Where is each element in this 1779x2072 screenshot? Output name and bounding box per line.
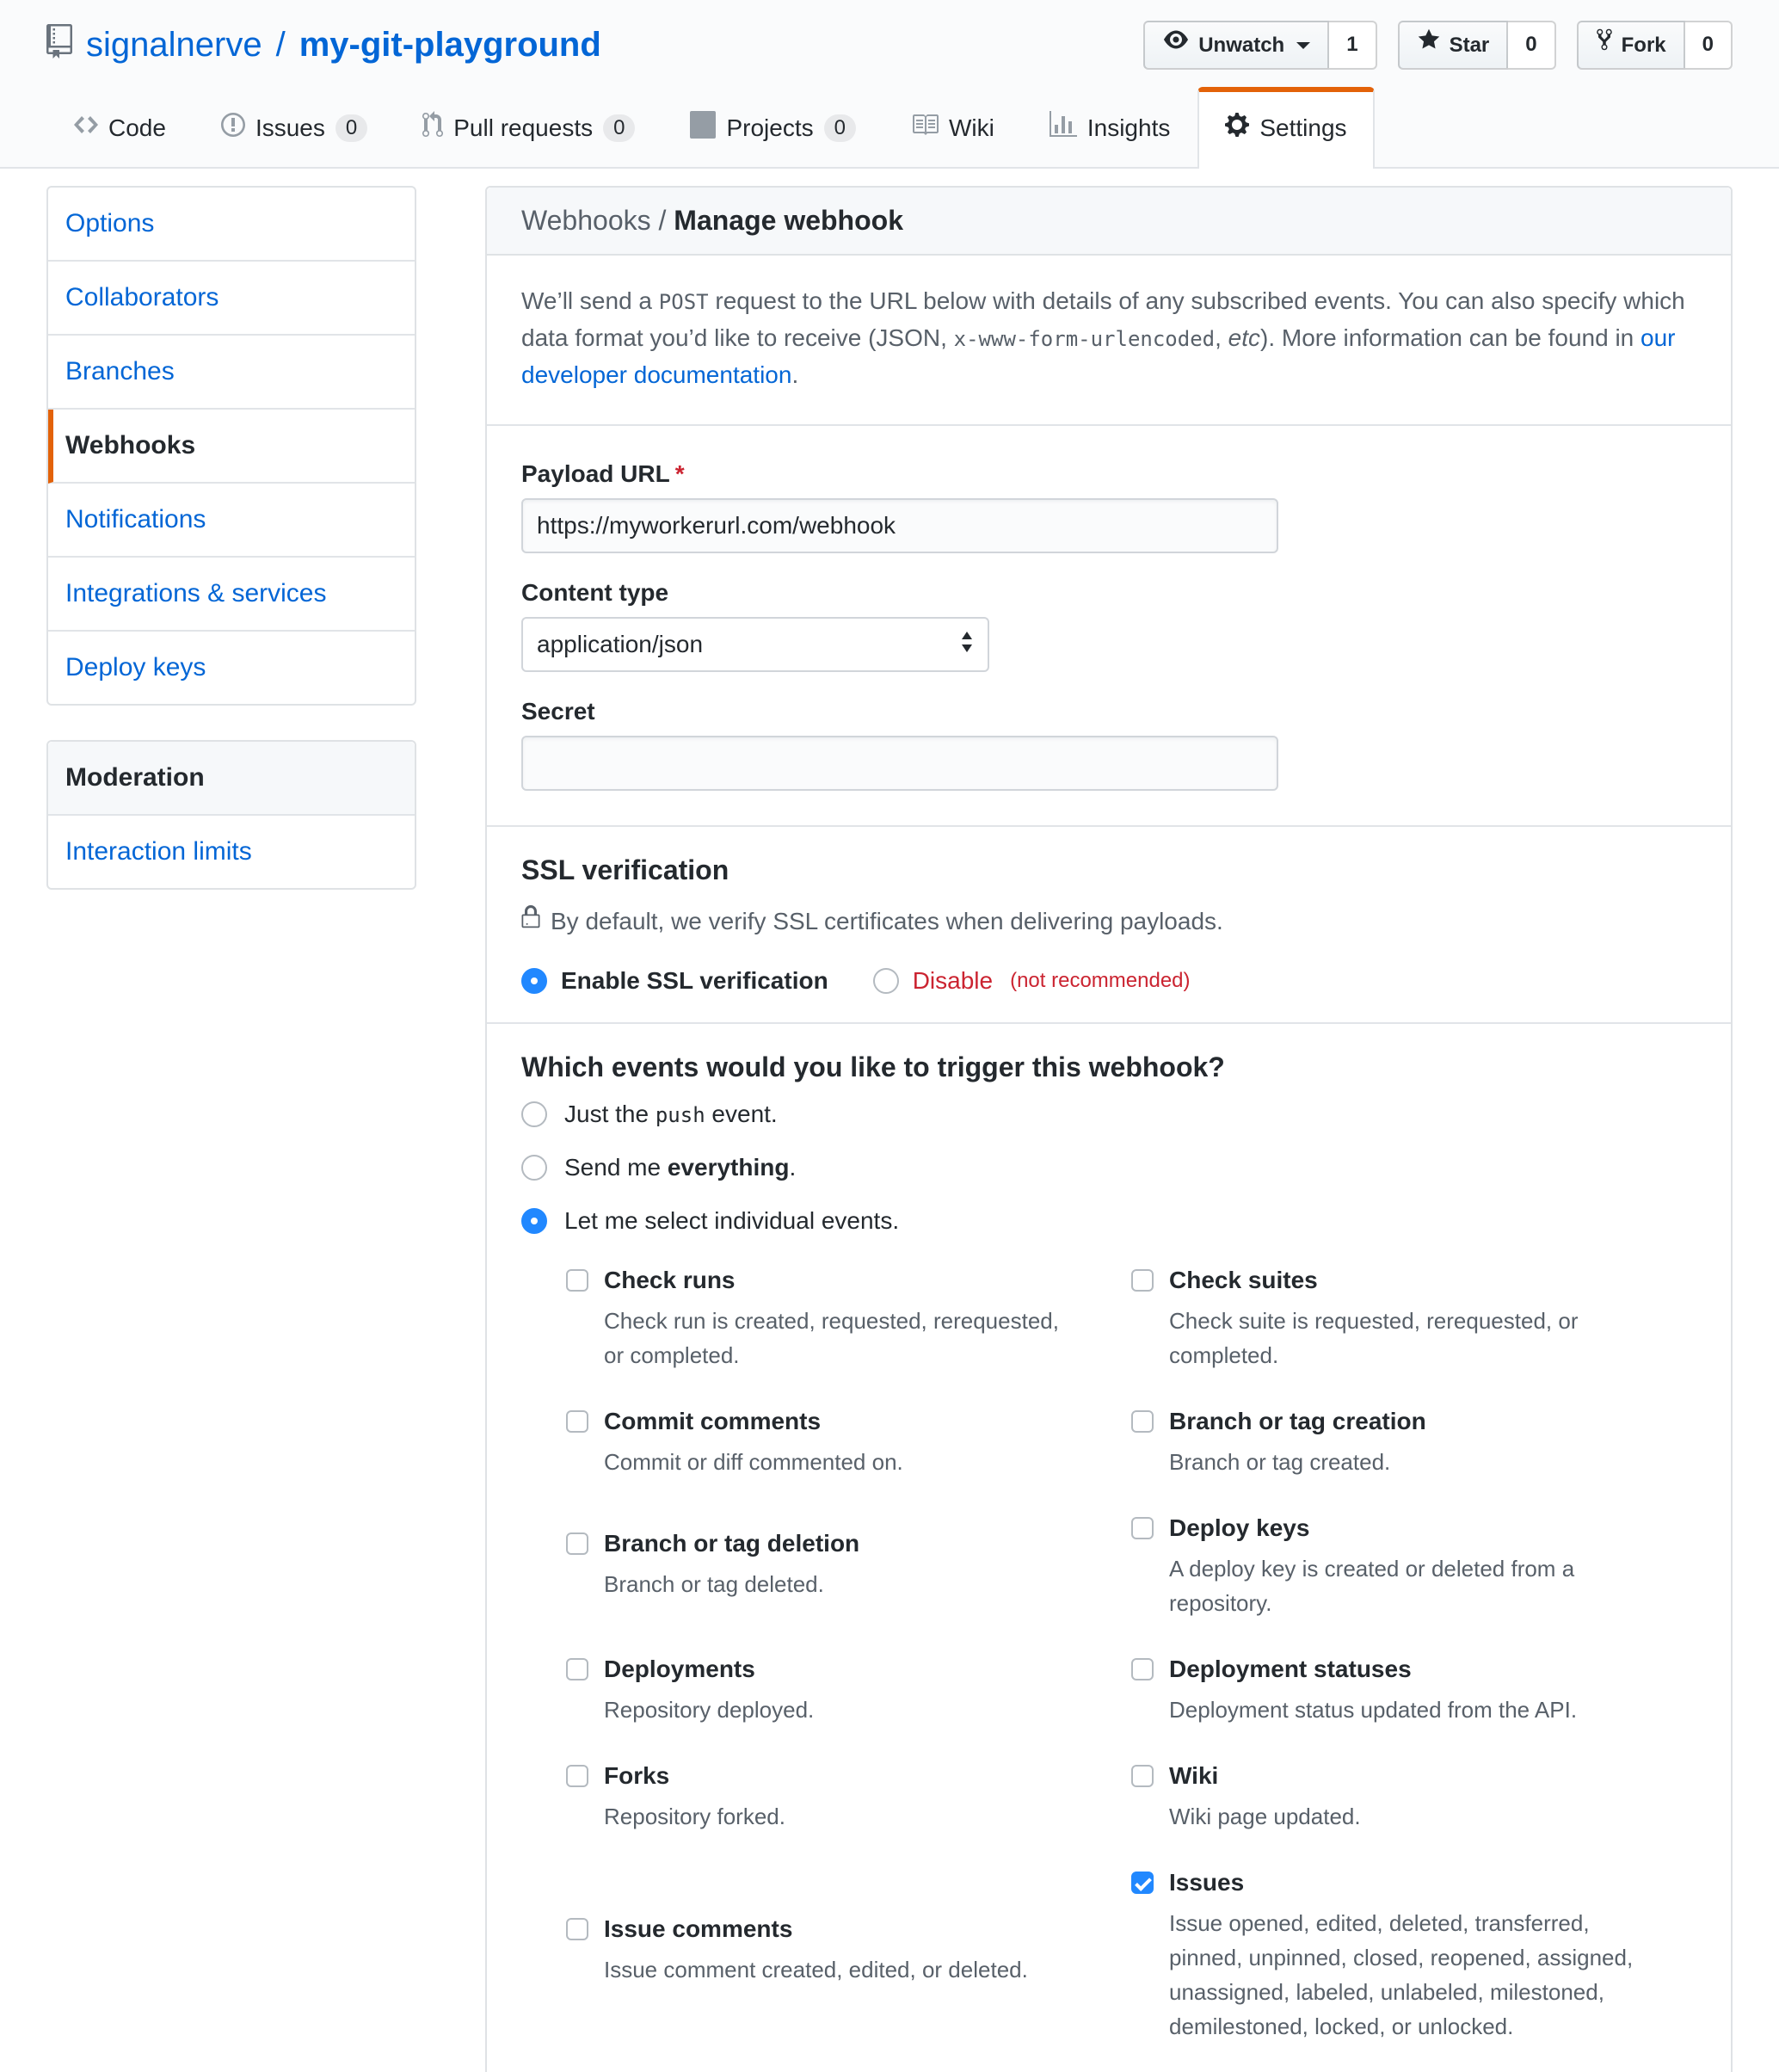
intro-part3: , xyxy=(1215,324,1228,351)
tab-wiki-label: Wiki xyxy=(948,114,994,141)
deploy-keys-title: Deploy keys xyxy=(1169,1514,1310,1541)
commit-comments-checkbox[interactable] xyxy=(566,1410,588,1433)
ssl-heading: SSL verification xyxy=(521,854,729,885)
check-suites-desc: Check suite is requested, rerequested, or completed. xyxy=(1169,1308,1579,1368)
event-check-runs[interactable] xyxy=(566,1266,1131,1372)
select-arrows-icon xyxy=(960,631,974,658)
events-section xyxy=(487,1024,1731,2072)
settings-sidebar xyxy=(46,186,416,924)
fork-button-group xyxy=(1577,21,1733,70)
content-type-select[interactable] xyxy=(521,617,989,672)
forks-desc: Repository forked. xyxy=(604,1804,785,1829)
projects-counter: 0 xyxy=(824,114,856,142)
repo-title xyxy=(46,24,601,67)
repo-nav xyxy=(46,87,1733,167)
payload-url-label-text: Payload URL xyxy=(521,460,670,487)
tab-code[interactable] xyxy=(46,87,194,167)
tab-issues-label: Issues xyxy=(255,114,325,141)
deployment-statuses-title: Deployment statuses xyxy=(1169,1656,1412,1682)
secret-input[interactable] xyxy=(521,736,1278,791)
watchers-count[interactable]: 1 xyxy=(1329,21,1376,70)
event-choice-individual[interactable] xyxy=(521,1207,1696,1235)
issue-comments-desc: Issue comment created, edited, or deleted. xyxy=(604,1957,1028,1983)
event-choice-everything[interactable] xyxy=(521,1154,1696,1181)
ssl-note xyxy=(521,903,1696,940)
fork-icon xyxy=(1596,28,1613,63)
forks-checkbox[interactable] xyxy=(566,1765,588,1787)
repo-name-link[interactable]: my-git-playground xyxy=(299,26,601,64)
deployments-desc: Repository deployed. xyxy=(604,1697,815,1723)
event-forks[interactable] xyxy=(566,1761,1131,1834)
tab-settings-label: Settings xyxy=(1259,114,1347,141)
stars-count[interactable]: 0 xyxy=(1508,21,1555,70)
tab-projects[interactable] xyxy=(662,87,883,167)
sidebar-item-interaction-limits[interactable]: Interaction limits xyxy=(65,837,252,866)
check-suites-checkbox[interactable] xyxy=(1131,1269,1154,1292)
intro-etc: etc xyxy=(1228,324,1261,351)
event-choice-push[interactable] xyxy=(521,1101,1696,1128)
webhook-intro xyxy=(487,256,1731,426)
watch-button-group xyxy=(1143,21,1376,70)
tab-pull-requests[interactable] xyxy=(395,87,662,167)
intro-text xyxy=(521,283,1696,393)
breadcrumb xyxy=(487,188,1731,256)
individual-events-label: Let me select individual events. xyxy=(564,1207,900,1234)
check-runs-title: Check runs xyxy=(604,1267,736,1293)
ssl-verification-section xyxy=(487,827,1731,1024)
tab-wiki[interactable] xyxy=(883,87,1022,167)
issues-counter: 0 xyxy=(335,114,367,142)
sidebar-item-options[interactable]: Options xyxy=(48,188,415,262)
commit-comments-title: Commit comments xyxy=(604,1408,822,1434)
lock-icon xyxy=(521,903,540,940)
wiki-desc: Wiki page updated. xyxy=(1169,1804,1361,1829)
issue-comments-title: Issue comments xyxy=(604,1915,793,1942)
check-runs-desc: Check run is created, requested, rerequested, or completed. xyxy=(604,1308,1059,1368)
push-event-radio[interactable] xyxy=(521,1101,547,1127)
event-deployments[interactable] xyxy=(566,1655,1131,1727)
wiki-checkbox[interactable] xyxy=(1131,1765,1154,1787)
fork-button[interactable] xyxy=(1577,21,1685,70)
event-checkbox-grid xyxy=(521,1266,1696,2072)
issue-icon xyxy=(221,111,245,145)
sidebar-item-integrations-services[interactable]: Integrations & services xyxy=(48,558,415,632)
page-head xyxy=(0,0,1779,169)
unwatch-button[interactable] xyxy=(1143,21,1329,70)
required-asterisk: * xyxy=(674,460,685,487)
projects-icon xyxy=(690,111,716,145)
fork-label: Fork xyxy=(1621,33,1666,57)
disable-ssl-note: (not recommended) xyxy=(1010,969,1191,992)
sidebar-item-collaborators[interactable]: Collaborators xyxy=(48,262,415,336)
check-suites-title: Check suites xyxy=(1169,1267,1318,1293)
forks-title: Forks xyxy=(604,1762,670,1789)
content-type-group xyxy=(521,579,1696,672)
wiki-icon xyxy=(911,111,939,145)
deploy-keys-desc: A deploy key is created or deleted from a repository. xyxy=(1169,1556,1575,1616)
sidebar-item-notifications[interactable]: Notifications xyxy=(48,484,415,558)
content-type-value: application/json xyxy=(537,631,704,657)
event-branch-tag-deletion[interactable] xyxy=(566,1529,1131,1620)
branch-tag-creation-checkbox[interactable] xyxy=(1131,1410,1154,1433)
issues-desc: Issue opened, edited, deleted, transferred, pinned, unpinned, closed, reopened, assigned, unassigned, labeled, unlabeled, milestoned, demilestoned, locked, or unlocked. xyxy=(1169,1910,1634,2039)
tab-insights[interactable] xyxy=(1022,87,1198,167)
issue-comments-checkbox[interactable] xyxy=(566,1918,588,1940)
enable-ssl-radio[interactable] xyxy=(521,968,547,994)
payload-url-label xyxy=(521,460,1696,488)
everything-label: Send me everything. xyxy=(564,1154,797,1181)
event-commit-comments[interactable] xyxy=(566,1407,1131,1479)
branch-tag-creation-title: Branch or tag creation xyxy=(1169,1408,1426,1434)
intro-code-urlencoded: x-www-form-urlencoded xyxy=(953,327,1216,351)
page-title: Manage webhook xyxy=(674,205,903,236)
individual-events-radio[interactable] xyxy=(521,1208,547,1234)
commit-comments-desc: Commit or diff commented on. xyxy=(604,1449,903,1475)
wiki-title: Wiki xyxy=(1169,1762,1219,1789)
pull-requests-counter: 0 xyxy=(603,114,635,142)
event-wiki[interactable] xyxy=(1131,1761,1696,1834)
event-branch-tag-creation[interactable] xyxy=(1131,1407,1696,1479)
webhook-panel xyxy=(485,186,1733,2072)
events-heading: Which events would you like to trigger this webhook? xyxy=(521,1051,1225,1082)
chevron-down-icon xyxy=(1296,42,1310,49)
intro-part1: We’ll send a xyxy=(521,287,659,314)
intro-part2: request to the URL below with details of any subscribed events. You can also specify which data format you’d like to receive (JSON, xyxy=(521,287,1685,351)
branch-tag-creation-desc: Branch or tag created. xyxy=(1169,1449,1391,1475)
disable-ssl-option[interactable] xyxy=(873,967,1191,995)
eye-icon xyxy=(1162,28,1190,63)
payload-url-input[interactable] xyxy=(521,498,1278,553)
event-deploy-keys[interactable] xyxy=(1131,1514,1696,1620)
webhook-form xyxy=(487,426,1731,827)
unwatch-label: Unwatch xyxy=(1198,33,1285,57)
tab-insights-label: Insights xyxy=(1086,114,1171,141)
forks-count[interactable]: 0 xyxy=(1685,21,1733,70)
content-type-label: Content type xyxy=(521,579,669,606)
intro-part4: ). More information can be found in xyxy=(1260,324,1641,351)
ssl-note-text: By default, we verify SSL certificates when delivering payloads. xyxy=(551,908,1223,934)
developer-documentation-link[interactable]: our developer documentation xyxy=(521,324,1676,388)
star-label: Star xyxy=(1449,33,1490,57)
star-button-group xyxy=(1398,21,1556,70)
pull-request-icon xyxy=(422,111,443,145)
deployments-checkbox[interactable] xyxy=(566,1658,588,1680)
event-issue-comments[interactable] xyxy=(566,1915,1131,2044)
event-check-suites[interactable] xyxy=(1131,1266,1696,1372)
deployment-statuses-checkbox[interactable] xyxy=(1131,1658,1154,1680)
code-icon xyxy=(74,111,98,145)
breadcrumb-webhooks-link[interactable]: Webhooks xyxy=(521,205,651,236)
repo-actions xyxy=(1143,21,1733,70)
tab-issues[interactable] xyxy=(194,87,395,167)
disable-ssl-radio[interactable] xyxy=(873,968,899,994)
tab-pull-requests-label: Pull requests xyxy=(453,114,594,141)
issues-checkbox[interactable] xyxy=(1131,1872,1154,1894)
secret-group xyxy=(521,698,1696,791)
settings-menu xyxy=(46,186,416,706)
moderation-menu xyxy=(46,740,416,890)
branch-tag-deletion-title: Branch or tag deletion xyxy=(604,1530,860,1557)
deployment-statuses-desc: Deployment status updated from the API. xyxy=(1169,1697,1578,1723)
enable-ssl-label: Enable SSL verification xyxy=(561,967,828,994)
insights-icon xyxy=(1050,111,1077,145)
repo-owner-link[interactable]: signalnerve xyxy=(86,26,262,64)
sidebar-item-deploy-keys[interactable]: Deploy keys xyxy=(65,653,206,681)
ssl-radio-group xyxy=(521,967,1696,995)
intro-code-post: POST xyxy=(658,290,709,314)
breadcrumb-separator: / xyxy=(658,205,667,236)
intro-part5: . xyxy=(791,361,799,388)
disable-ssl-label: Disable xyxy=(912,967,994,994)
event-issues[interactable] xyxy=(1131,1868,1696,2044)
sidebar-item-webhooks[interactable]: Webhooks xyxy=(48,410,415,484)
sidebar-item-branches[interactable]: Branches xyxy=(48,336,415,410)
event-deployment-statuses[interactable] xyxy=(1131,1655,1696,1727)
secret-label: Secret xyxy=(521,698,595,725)
push-event-label: Just the push event. xyxy=(564,1101,778,1127)
star-button[interactable] xyxy=(1398,21,1509,70)
deploy-keys-checkbox[interactable] xyxy=(1131,1517,1154,1539)
star-icon xyxy=(1417,28,1441,63)
deployments-title: Deployments xyxy=(604,1656,755,1682)
gear-icon xyxy=(1225,111,1249,145)
branch-tag-deletion-desc: Branch or tag deleted. xyxy=(604,1571,824,1597)
check-runs-checkbox[interactable] xyxy=(566,1269,588,1292)
enable-ssl-option[interactable] xyxy=(521,967,828,995)
tab-settings[interactable] xyxy=(1197,87,1374,169)
branch-tag-deletion-checkbox[interactable] xyxy=(566,1532,588,1555)
repo-title-separator: / xyxy=(275,26,286,64)
tab-code-label: Code xyxy=(108,114,166,141)
moderation-header: Moderation xyxy=(48,742,415,816)
repo-icon xyxy=(46,24,72,67)
issues-title: Issues xyxy=(1169,1869,1245,1896)
payload-url-group xyxy=(521,460,1696,553)
everything-radio[interactable] xyxy=(521,1155,547,1181)
tab-projects-label: Projects xyxy=(726,114,814,141)
